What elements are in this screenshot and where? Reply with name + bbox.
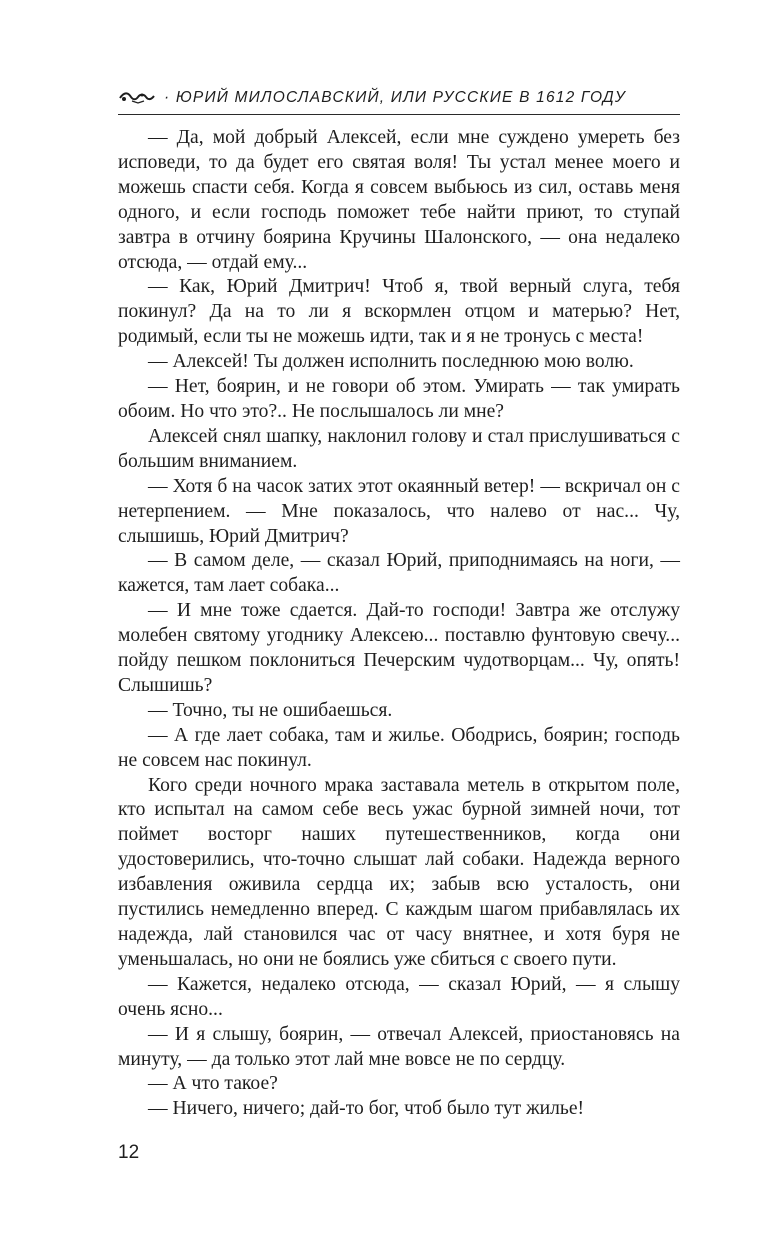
paragraph: — Да, мой добрый Алексей, если мне суждено умереть без исповеди, то да будет его святая воля! Ты устал менее моего и можешь спасти себя. Когда я совсем выбьюсь из сил, оставь меня одного, и если господь поможет тебе найти приют, то ступай завтра в отчину боярина Кручины Шалонского, — она недалеко отсюда, — отдай ему... — [118, 127, 680, 273]
running-header — [118, 86, 680, 115]
paragraph: Алексей снял шапку, наклонил голову и стал прислушиваться с большим вниманием. — [118, 425, 680, 472]
paragraph: — И мне тоже сдается. Дай-то господи! Завтра же отслужу молебен святому угоднику Алексею... поставлю фунтовую свечу... пойду пешком поклониться Печерским чудотворцам... Чу, опять! Слышишь? — [118, 600, 680, 696]
page-number: 12 — [118, 1142, 140, 1163]
paragraph: — И я слышу, боярин, — отвечал Алексей, приостановясь на минуту, — да только этот лай мне вовсе не по сердцу. — [118, 1023, 680, 1070]
paragraph: — Как, Юрий Дмитрич! Чтоб я, твой верный слуга, тебя покинул? Да на то ли я вскормлен отцом и матерью? Нет, родимый, если ты не можешь идти, так и я не тронусь с места! — [118, 276, 680, 348]
paragraph: — А где лает собака, там и жилье. Ободрись, боярин; господь не совсем нас покинул. — [118, 724, 680, 771]
paragraph: — А что такое? — [148, 1073, 278, 1095]
paragraph: — Хотя б на часок затих этот окаянный ветер! — вскричал он с нетерпением. — Мне показалось, что налево от нас... Чу, слышишь, Юрий Дмитрич? — [118, 475, 680, 547]
paragraph: — Точно, ты не ошибаешься. — [148, 699, 393, 721]
book-title: · ЮРИЙ МИЛОСЛАВСКИЙ, ИЛИ РУССКИЕ В 1612 ГОДУ — [164, 89, 626, 106]
paragraph: — Нет, боярин, и не говори об этом. Умирать — так умирать обоим. Но что это?.. Не послышалось ли мне? — [118, 376, 680, 422]
paragraph: — Ничего, ничего; дай-то бог, чтоб было тут жилье! — [148, 1098, 585, 1120]
body-text — [118, 126, 680, 1122]
paragraph: — Кажется, недалеко отсюда, — сказал Юрий, — я слышу очень ясно... — [118, 973, 680, 1020]
paragraph: Кого среди ночного мрака заставала метель в открытом поле, кто испытал на самом себе весь ужас бурной зимней ночи, тот поймет восторг наших путешественников, когда они удостоверились, что-точно слышат лай собаки. Надежда верного избавления оживила сердца их; забыв всю усталость, они пустились немедленно вперед. С каждым шагом прибавлялась их надежда, лай становился час от часу внятнее, и хотя буря не уменьшалась, но они не боялись уже сбиться с своего пути. — [118, 774, 680, 970]
paragraph: — В самом деле, — сказал Юрий, приподнимаясь на ноги, — кажется, там лает собака... — [118, 550, 680, 597]
paragraph: — Алексей! Ты должен исполнить последнюю мою волю. — [148, 351, 634, 373]
ornament-icon — [118, 89, 158, 105]
